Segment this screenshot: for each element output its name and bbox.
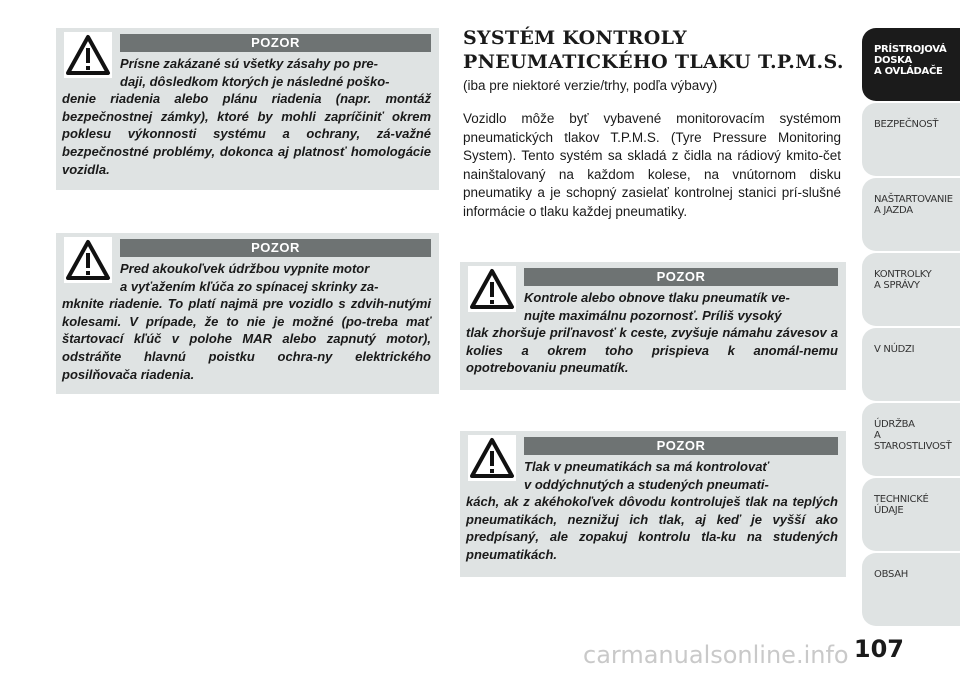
warning-header: POZOR (524, 437, 838, 455)
section-subtitle: (iba pre niektoré verzie/trhy, podľa výbavy) (463, 78, 718, 93)
warning-box-3 (460, 262, 846, 390)
warning-triangle-icon (64, 32, 112, 78)
tab-technicke-udaje[interactable]: TECHNICKÉ ÚDAJE (862, 478, 960, 551)
warning-text: Tlak v pneumatikách sa má kontrolovať v oddýchnutých a studených pneumati- kách, ak z akéhokoľvek dôvodu kontroluješ tlak na teplých pneumatikách, neznižuj ich tlak, aj keď je vyšší ako predpísaný, ale zopakuj kontrolu tla-ku na studených pneumatikách. (466, 459, 838, 562)
tab-pristrojova-doska[interactable]: PRÍSTROJOVÁ DOSKA A OVLÁDAČE (862, 28, 960, 101)
warning-header: POZOR (524, 268, 838, 286)
chapter-tabs (862, 28, 960, 628)
section-body: Vozidlo môže byť vybavené monitorovacím systémom pneumatických tlakov T.P.M.S. (Tyre Pressure Monitoring System). Tento systém sa skladá z čidla na rádiový kmito-čet nainštalovaný na každom kolese, na vnútornom disku pneumatiky a je schopný zasielať kontrolnej stanici prí-slušné informácie o tlaku každej pneumatiky. (463, 111, 841, 219)
warning-text: Prísne zakázané sú všetky zásahy po pre- daji, dôsledkom ktorých je následné poško- denie riadenia alebo plánu riadenia (napr. montáž bezpečnostnej zámky), ktoré by mohli zapríčiniť okrem poklesu výkonnosti systému a ochrany, zá-važné bezpečnostné problémy, dokonca aj platnosť homologácie vozidla. (62, 56, 431, 177)
tab-kontrolky[interactable]: KONTROLKY A SPRÁVY (862, 253, 960, 326)
warning-box-4 (460, 431, 846, 577)
tab-v-nudzi[interactable]: V NÚDZI (862, 328, 960, 401)
section-title: SYSTÉM KONTROLY PNEUMATICKÉHO TLAKU T.P.M.S. (463, 27, 844, 73)
warning-text: Pred akoukoľvek údržbou vypnite motor a vyťažením kľúča zo spínacej skrinky za- mknite riadenie. To platí najmä pre vozidlo s zdvih-nutými kolesami. V prípade, že to nie je možné (po-treba mať štartovací kľúč v polohe MAR alebo zapnutý motor), odstráňte hlavnú poistku ochra-ny elektrického posilňovača riadenia. (62, 261, 431, 382)
warning-triangle-icon (468, 266, 516, 312)
tab-nastartovanie[interactable]: NAŠTARTOVANIE A JAZDA (862, 178, 960, 251)
tab-obsah[interactable]: OBSAH (862, 553, 960, 626)
tab-bezpecnost[interactable]: BEZPEČNOSŤ (862, 103, 960, 176)
warning-header: POZOR (120, 34, 431, 52)
page-number: 107 (853, 635, 904, 663)
warning-header: POZOR (120, 239, 431, 257)
warning-text: Kontrole alebo obnove tlaku pneumatík ve- nujte maximálnu pozornosť. Príliš vysoký tlak zhoršuje priľnavosť k ceste, zvyšuje námahu závesov a kolies a okrem toho prispieva k anomál-nemu opotrebovaniu pneumatík. (466, 290, 838, 376)
warning-triangle-icon (468, 435, 516, 481)
warning-triangle-icon (64, 237, 112, 283)
warning-box-1 (56, 28, 439, 190)
tab-udrzba[interactable]: ÚDRŽBA A STAROSTLIVOSŤ (862, 403, 960, 476)
warning-box-2 (56, 233, 439, 394)
watermark: carmanualsonline.info (583, 641, 849, 669)
